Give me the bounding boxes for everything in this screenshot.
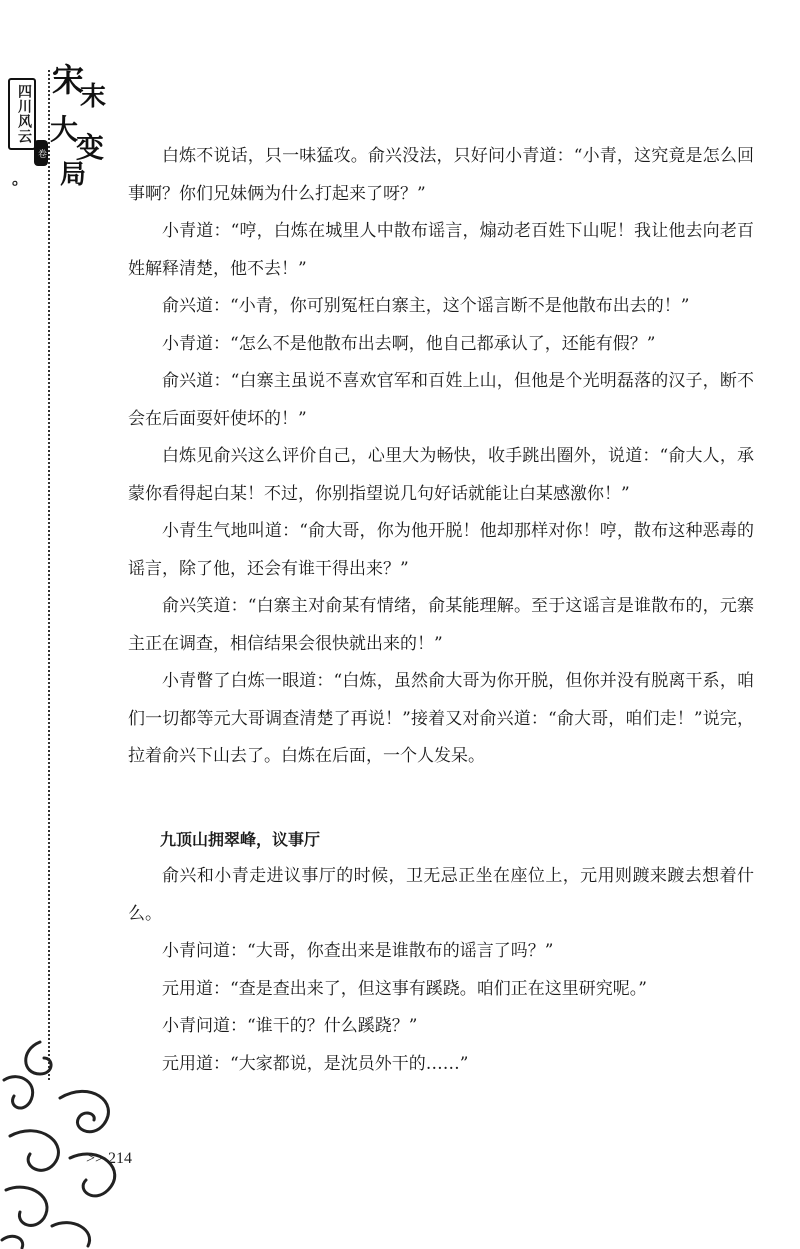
book-title-char: 大 [50,113,79,146]
paragraph: 小青道：“怎么不是他散布出去啊，他自己都承认了，还能有假？” [162,333,656,354]
paragraph: 元用道：“查是查出来了，但这事有蹊跷。咱们正在这里研究呢。” [162,978,647,999]
paragraph: 白炼见俞兴这么评价自己，心里大为畅快，收手跳出圈外，说道：“俞大人，承蒙你看得起白某！不过，你别指望说几句好话就能让白某感激你！” [128,446,754,504]
margin-dotted-rule [48,70,50,1080]
book-title-char: 末 [80,82,107,112]
paragraph: 俞兴道：“白寨主虽说不喜欢官军和百姓上山，但他是个光明磊落的汉子，断不会在后面耍奸使坏的！” [128,371,754,429]
book-title-char: 变 [76,131,105,164]
book-title-char: 宋 [52,61,85,99]
paragraph: 俞兴和小青走进议事厅的时候，卫无忌正坐在座位上，元用则踱来踱去想着什么。 [128,866,754,924]
paragraph: 小青生气地叫道：“俞大哥，你为他开脱！他却那样对你！哼，散布这种恶毒的谣言，除了他，还会有谁干得出来？” [128,521,754,579]
body-text [128,138,754,1083]
section-heading: 九顶山拥翠峰，议事厅 [160,829,321,849]
cloud-ornament-icon [0,1040,140,1249]
series-tail: 。 [12,169,29,188]
seal-stamp: 卷 [34,140,48,166]
paragraph: 俞兴道：“小青，你可别冤枉白寨主，这个谣言断不是他散布出去的！” [162,296,690,316]
paragraph: 小青问道：“谁干的？什么蹊跷？” [162,1016,418,1036]
page-number: >> 214 [86,1150,133,1167]
book-title [50,61,110,194]
paragraph: 白炼不说话，只一味猛攻。俞兴没法，只好问小青道：“小青，这究竟是怎么回事啊？你们兄妹俩为什么打起来了呀？” [128,146,754,204]
paragraph: 元用道：“大家都说，是沈员外干的……” [162,1053,469,1074]
paragraph: 小青瞥了白炼一眼道：“白炼，虽然俞大哥为你开脱，但你并没有脱离干系，咱们一切都等元大哥调查清楚了再说！”接着又对俞兴道：“俞大哥，咱们走！”说完，拉着俞兴下山去了。白炼在后面，一个人发呆。 [128,671,754,766]
paragraph: 俞兴笑道：“白寨主对俞某有情绪，俞某能理解。至于这谣言是谁散布的，元寨主正在调查，相信结果会很快就出来的！” [128,596,754,654]
series-tag [8,78,36,150]
paragraph: 小青道：“哼，白炼在城里人中散布谣言，煽动老百姓下山呢！我让他去向老百姓解释清楚，他不去！” [128,221,754,279]
series-name: 四川风云 [16,84,32,144]
paragraph: 小青问道：“大哥，你查出来是谁散布的谣言了吗？” [162,941,554,961]
book-title-char: 局 [60,160,87,190]
